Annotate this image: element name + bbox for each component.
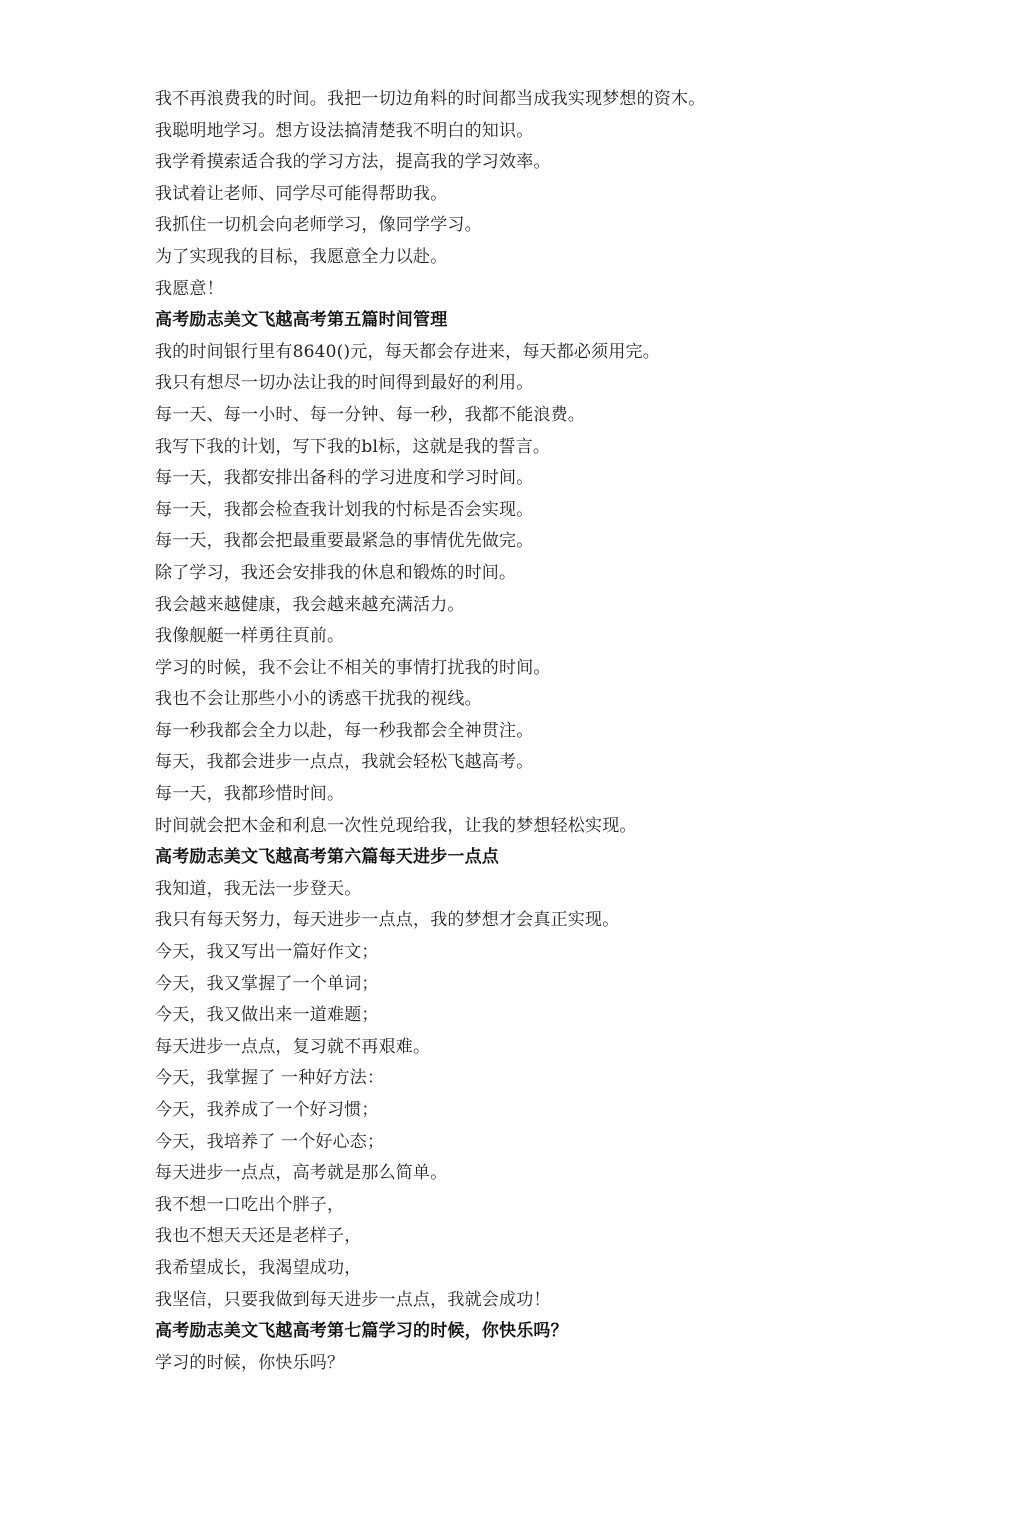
text-line: 我写下我的计划，写下我的bl标，这就是我的誓言。	[155, 436, 551, 457]
text-line: 我不再浪费我的时间。我把一切边角料的时间都当成我实现梦想的资木。	[155, 89, 706, 109]
text-line: 学习的时候，你快乐吗？	[155, 1352, 345, 1373]
text-line: 为了实现我的目标，我愿意全力以赴。	[155, 246, 448, 267]
text-line: 我也不会让那些小小的诱惑干扰我的视线。	[155, 689, 482, 710]
document-body	[155, 84, 915, 1379]
text-line: 今天，我养成了一个好习惯；	[155, 1100, 379, 1120]
text-line: 我学肴摸索适合我的学习方法，提高我的学习效率。	[155, 152, 551, 173]
section-heading: 高考励志美文飞越高考第六篇每天进步一点点	[155, 847, 499, 868]
text-line: 除了学习，我还会安排我的休息和锻炼的时间。	[155, 562, 517, 583]
text-line: 每一天，我都会把最重要最紧急的事情优先做完。	[155, 531, 534, 552]
text-line: 每一天，我都安排出备科的学习进度和学习时间。	[155, 468, 534, 489]
text-line: 我聪明地学习。想方设法搞清楚我不明白的知识。	[155, 120, 534, 141]
text-line: 我不想一口吃出个胖子，	[155, 1194, 345, 1215]
text-line: 每一天，我都会检查我计划我的忖标是否会实现。	[155, 499, 534, 520]
text-line: 时间就会把木金和利息一次性兑现给我，让我的梦想轻松实现。	[155, 815, 637, 836]
text-line: 我会越来越健康，我会越来越充满活力。	[155, 594, 465, 615]
text-line: 每一天，我都珍惜时间。	[155, 784, 345, 805]
text-line: 今天，我又掌握了一个单词；	[155, 973, 379, 994]
text-line: 今天，我培养了 一个好心态；	[155, 1131, 385, 1152]
text-line: 我只有想尽一切办法让我的时间得到最好的利用。	[155, 373, 534, 394]
text-line: 我抓住一切机会向老师学习，像同学学习。	[155, 215, 482, 236]
text-line: 我的时间银行里有8640()元，每天都会存进来，每天都必须用完。	[155, 341, 660, 362]
text-line: 我像舰艇一样勇往頁前。	[155, 626, 345, 647]
text-line: 每天进步一点点，高考就是那么简单。	[155, 1163, 448, 1184]
text-line: 我希望成长，我渴望成功，	[155, 1257, 362, 1278]
text-line: 每一天、每一小时、每一分钟、每一秒，我都不能浪费。	[155, 404, 585, 425]
text-line: 我试着让老师、同学尽可能得帮助我。	[155, 183, 448, 204]
text-line: 我知道，我无法一步登天。	[155, 878, 362, 899]
section-heading: 高考励志美文飞越高考第五篇时间管理	[155, 310, 448, 331]
text-line: 今天，我又写出一篇好作文；	[155, 942, 379, 963]
text-line: 今天，我又做出来一道难题；	[155, 1005, 379, 1026]
text-line: 学习的时候，我不会让不相关的事情打扰我的时间。	[155, 657, 551, 678]
text-line: 每天，我都会进步一点点，我就会轻松飞越高考。	[155, 752, 534, 773]
text-line: 今天，我掌握了 一种好方法：	[155, 1068, 385, 1089]
text-line: 每一秒我都会全力以赴，每一秒我都会全神贯注。	[155, 720, 534, 741]
section-heading: 高考励志美文飞越高考第七篇学习的时候，你快乐吗？	[155, 1321, 568, 1342]
text-line: 我坚信，只要我做到每天进步一点点，我就会成功！	[155, 1289, 551, 1310]
text-line: 每天进步一点点，复习就不再艰难。	[155, 1036, 431, 1057]
text-line: 我也不想天天还是老样子，	[155, 1226, 362, 1247]
text-line: 我愿意！	[155, 278, 224, 299]
text-line: 我只有每天努力，每天进步一点点，我的梦想才会真正实现。	[155, 910, 620, 931]
